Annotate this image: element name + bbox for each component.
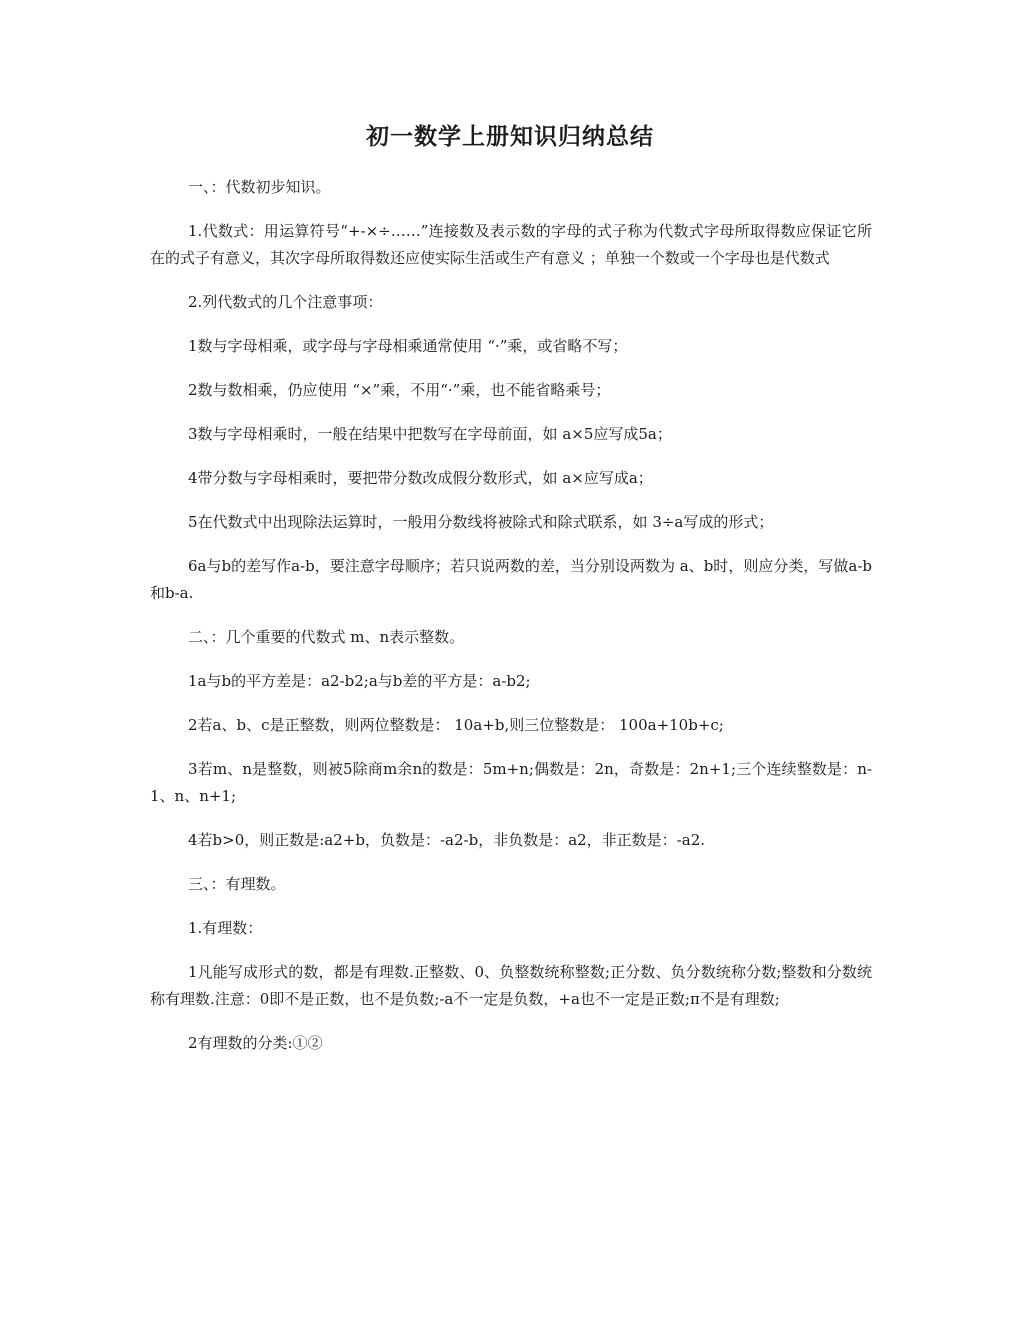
paragraph-note-2: 2数与数相乘，仍应使用 “×”乘，不用“·”乘，也不能省略乘号； — [188, 381, 611, 399]
section-heading-algebra-basics: 一、：代数初步知识。 — [188, 178, 331, 196]
document-title: 初一数学上册知识归纳总结 — [366, 124, 654, 150]
section-heading-rational-numbers: 三、：有理数。 — [188, 875, 286, 893]
paragraph-expression-1: 1a与b的平方差是：a2-b2;a与b差的平方是：a-b2; — [188, 672, 531, 690]
paragraph-expression-2: 2若a、b、c是正整数，则两位整数是： 10a+b,则三位整数是： 100a+10b+c; — [188, 716, 724, 734]
paragraph-note-1: 1数与字母相乘，或字母与字母相乘通常使用 “·”乘，或省略不写； — [188, 337, 628, 355]
document-body — [150, 174, 872, 1074]
section-heading-important-expressions: 二、：几个重要的代数式 m、n表示整数。 — [188, 628, 465, 646]
paragraph-note-5: 5在代数式中出现除法运算时，一般用分数线将被除式和除式联系，如 3÷a写成的形式； — [188, 513, 774, 531]
paragraph-note-3: 3数与字母相乘时，一般在结果中把数写在字母前面，如 a×5应写成5a； — [188, 425, 672, 443]
paragraph-note-6: 6a与b的差写作a-b，要注意字母顺序；若只说两数的差，当分别设两数为 a、b时，则应分类，写做a-b和b-a. — [150, 557, 872, 602]
paragraph-rational-heading: 1.有理数： — [188, 919, 263, 937]
paragraph-expression-3: 3若m、n是整数，则被5除商m余n的数是：5m+n;偶数是：2n，奇数是：2n+1;三个连续整数是：n-1、n、n+1; — [150, 760, 872, 805]
paragraph-note-4: 4带分数与字母相乘时，要把带分数改成假分数形式，如 a×应写成a； — [188, 469, 653, 487]
paragraph-notes-heading: 2.列代数式的几个注意事项： — [188, 293, 383, 311]
paragraph-rational-definition: 1凡能写成形式的数，都是有理数.正整数、0、负整数统称整数;正分数、负分数统称分数;整数和分数统称有理数.注意：0即不是正数，也不是负数;-a不一定是负数，+a也不一定是正数;π不是有理数; — [150, 963, 872, 1008]
paragraph-expression-4: 4若b>0，则正数是:a2+b，负数是：-a2-b，非负数是：a2，非正数是：-a2. — [188, 831, 706, 849]
paragraph-rational-classification: 2有理数的分类:①② — [188, 1034, 323, 1052]
paragraph-algebraic-expression-definition: 1.代数式：用运算符号“+-×÷……”连接数及表示数的字母的式子称为代数式字母所取得数应保证它所在的式子有意义，其次字母所取得数还应使实际生活或生产有意义 ；单独一个数或一个字母也是代数式 — [150, 222, 872, 267]
